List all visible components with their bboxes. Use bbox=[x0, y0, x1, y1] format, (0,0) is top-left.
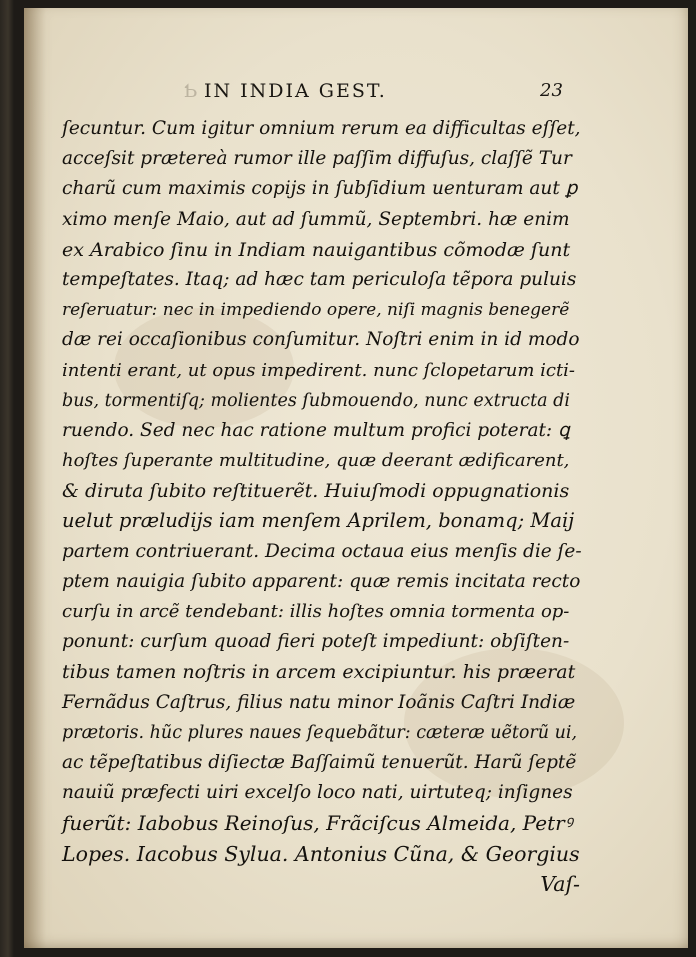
text-line: reſeruatur: nec in impediendo opere, niſi magnis benegerẽ bbox=[62, 300, 570, 321]
text-line: ex Arabico ſinu in Indiam nauigantibus cõmodæ ſunt bbox=[62, 238, 571, 261]
text-line: & diruta ſubito reſtituerẽt. Huiuſmodi oppugnationis bbox=[62, 480, 570, 503]
text-line: ruendo. Sed nec hac ratione multum profici poterat: ꝗ bbox=[62, 419, 570, 441]
text-line: curſu in arcẽ tendebant: illis hoſtes omnia tormenta op- bbox=[62, 601, 570, 622]
text-line: ac tẽpeſtatibus diſiectæ Baſſaimũ tenuerũt. Harũ ſeptẽ bbox=[62, 751, 577, 773]
text-line: Lopes. Iacobus Sylua. Antonius Cũna, & Georgius bbox=[62, 841, 580, 866]
text-line: uelut præludijs iam menſem Aprilem, bonamq; Maij bbox=[62, 509, 575, 533]
text-line: nauiũ præfecti uiri excelſo loco nati, uirtuteq; inſignes bbox=[62, 782, 573, 804]
text-line: tibus tamen noſtris in arcem excipiuntur. his præerat bbox=[62, 661, 576, 684]
text-line: intenti erant, ut opus impedirent. nunc ſclopetarum icti- bbox=[62, 359, 576, 381]
text-line: partem contriuerant. Decima octaua eius menſis die ſe- bbox=[62, 540, 582, 562]
text-line: ptem nauigia ſubito apparent: quæ remis incitata recto bbox=[62, 570, 581, 592]
text-line: fuerũt: Iabobus Reinoſus, Frãciſcus Almeida, Petrꝰ bbox=[62, 811, 573, 836]
text-line: bus, tormentiſq; molientes ſubmouendo, nunc extructa di bbox=[62, 390, 570, 411]
text-line: Fernãdus Caſtrus, filius natu minor Ioãnis Caſtri Indiæ bbox=[62, 691, 576, 713]
text-line: dæ rei occaſionibus conſumitur. Noſtri enim in id modo bbox=[62, 329, 580, 351]
catchword: Vaſ- bbox=[540, 871, 580, 896]
text-line: hoſtes ſuperante multitudine, quæ deerant ædificarent, bbox=[62, 450, 570, 472]
body-text bbox=[62, 114, 582, 899]
bleed-through-mark: Ƅ bbox=[180, 80, 198, 102]
running-head: IN INDIA GEST. bbox=[204, 80, 387, 102]
text-line: ximo menſe Maio, aut ad ſummũ, Septembri. hæ enim bbox=[62, 208, 570, 230]
text-line: ponunt: curſum quoad fieri poteſt impediunt: obſiſten- bbox=[62, 631, 570, 653]
text-line: tempeſtates. Itaq; ad hæc tam periculoſa tẽpora puluis bbox=[62, 268, 577, 290]
text-line: acceſsit prætereà rumor ille paſſim diffuſus, claſſẽ Tur bbox=[62, 148, 572, 170]
page-header bbox=[180, 76, 620, 106]
text-line: ſecuntur. Cum igitur omnium rerum ea difficultas eſſet, bbox=[62, 118, 581, 139]
page-gutter-shadow bbox=[24, 8, 46, 948]
page-number: 23 bbox=[540, 80, 563, 101]
text-line: prætoris. hũc plures naues ſequebãtur: cæteræ uẽtorũ ui, bbox=[62, 722, 578, 743]
text-line: charũ cum maximis copijs in ſubſidium uenturam aut ꝑ bbox=[62, 178, 578, 200]
